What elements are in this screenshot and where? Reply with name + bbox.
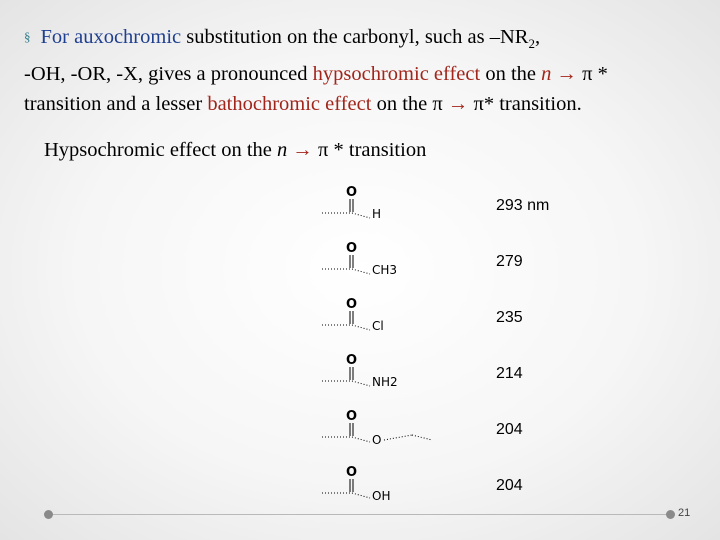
arrow-icon: →: [442, 93, 474, 116]
wavelength-value: 279: [496, 253, 523, 270]
subscript-2: 2: [528, 36, 535, 52]
svg-text:H: H: [372, 207, 382, 221]
page-number: 21: [678, 507, 691, 519]
svg-text:CH3: CH3: [372, 263, 398, 277]
subtitle-text: Hypsochromic effect on the: [44, 139, 278, 161]
structure-amide-icon: [310, 348, 490, 398]
molecule-ester: [310, 404, 610, 454]
molecule-acid-chloride: [310, 292, 610, 342]
svg-text:O: O: [346, 185, 358, 200]
wavelength-value: 214: [496, 365, 523, 382]
footer-divider: [48, 514, 670, 515]
subtitle: [44, 136, 426, 164]
paragraph-text: ,: [534, 26, 541, 48]
wavelength-value: 235: [496, 309, 523, 326]
footer-dot-right-icon: [666, 510, 675, 519]
paragraph-text: on the: [371, 93, 433, 116]
wavelength-value: 293 nm: [496, 197, 550, 214]
structure-chloride-icon: [310, 292, 490, 342]
paragraph-text: substitution on the carbonyl, such as –NR: [181, 26, 529, 48]
structure-ester-icon: [310, 404, 490, 454]
subtitle-text: π * transition: [318, 139, 427, 161]
arrow-icon: →: [551, 63, 583, 86]
carbonyl-structures: [310, 180, 610, 510]
molecule-methyl-ketone: [310, 236, 610, 286]
bullet-icon: §: [24, 29, 31, 44]
svg-text:Cl: Cl: [372, 319, 384, 333]
arrow-icon: →: [287, 139, 319, 161]
svg-text:O: O: [346, 409, 358, 424]
svg-text:O: O: [372, 433, 382, 447]
svg-text:OH: OH: [372, 489, 391, 503]
svg-text:O: O: [346, 297, 358, 312]
molecule-carboxylic-acid: [310, 460, 610, 510]
paragraph-text: transition and a lesser: [24, 93, 208, 116]
footer-dot-left-icon: [44, 510, 53, 519]
svg-text:O: O: [346, 241, 358, 256]
paragraph-text: π* transition.: [473, 93, 582, 116]
svg-text:O: O: [346, 353, 358, 368]
svg-text:NH2: NH2: [372, 375, 398, 389]
symbol-n: n: [277, 139, 288, 161]
molecule-aldehyde: [310, 180, 610, 230]
wavelength-value: 204: [496, 477, 523, 494]
term-bathochromic: bathochromic effect: [207, 93, 372, 116]
body-paragraph: [24, 22, 714, 119]
svg-text:O: O: [346, 465, 358, 480]
paragraph-text: -OH, -OR, -X, gives a pronounced: [24, 63, 313, 86]
symbol-pi-star: π *: [582, 63, 608, 86]
paragraph-text: on the: [480, 63, 542, 86]
symbol-pi: π: [432, 93, 443, 116]
term-auxochromic: For auxochromic: [40, 26, 182, 48]
wavelength-value: 204: [496, 421, 523, 438]
symbol-n: n: [541, 63, 552, 86]
structure-methyl-icon: [310, 236, 490, 286]
structure-acid-icon: [310, 460, 490, 510]
molecule-amide: [310, 348, 610, 398]
structure-aldehyde-icon: [310, 180, 490, 230]
term-hypsochromic: hypsochromic effect: [312, 63, 481, 86]
